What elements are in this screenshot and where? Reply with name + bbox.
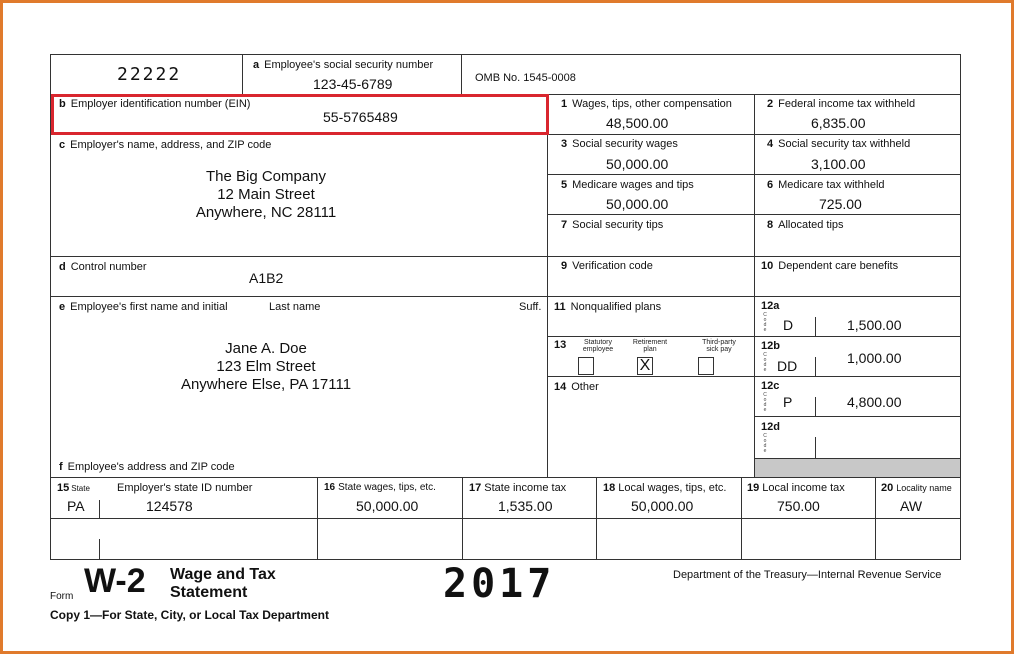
box-15: 15 State Employer's state ID number PA 124578 — [50, 477, 318, 519]
employer-name: The Big Company — [205, 168, 327, 185]
box-12a-value: 1,500.00 — [847, 317, 902, 333]
statutory-label: Statutory employee — [582, 339, 614, 353]
employee-city: Anywhere Else, PA 17111 — [180, 376, 352, 393]
tax-year: 2017 — [443, 561, 556, 607]
box-17-value: 1,535.00 — [498, 498, 553, 514]
suffix-label: Suff. — [519, 301, 542, 313]
box-a-value: 123-45-6789 — [313, 76, 393, 92]
employee-street: 123 Elm Street — [216, 358, 316, 375]
copy-line: Copy 1—For State, City, or Local Tax Department — [50, 608, 329, 622]
box-6-value: 725.00 — [819, 196, 862, 212]
box-12c-code: P — [783, 394, 793, 410]
box-a: a Employee's social security number 123-45-6789 — [242, 54, 462, 95]
box-e-label: Employee's first name and initial — [70, 301, 228, 313]
box-a-label: Employee's social security number — [264, 59, 434, 71]
box-16: 16 State wages, tips, etc. 50,000.00 — [317, 477, 463, 519]
box-15-row2 — [50, 518, 318, 560]
box-4-value: 3,100.00 — [811, 156, 866, 172]
box-18-row2 — [596, 518, 742, 560]
box-20-value: AW — [900, 498, 923, 514]
box-2-value: 6,835.00 — [811, 115, 866, 131]
box-20: 20 Locality name AW — [875, 477, 961, 519]
employer-city: Anywhere, NC 28111 — [195, 204, 337, 221]
box-6: 6 Medicare tax withheld 725.00 — [754, 174, 961, 215]
box-12c: 12c C o d e P 4,800.00 — [754, 376, 961, 417]
box-1-value: 48,500.00 — [606, 115, 669, 131]
retirement-label: Retirement plan — [632, 339, 668, 353]
box-b: b Employer identification number (EIN) 55-5765489 — [50, 94, 548, 135]
ein-highlight — [51, 94, 549, 135]
form-title-1: Wage and Tax — [170, 566, 276, 583]
box-d-value: A1B2 — [249, 270, 284, 286]
box-5: 5 Medicare wages and tips 50,000.00 — [547, 174, 755, 215]
thirdparty-label: Third-party sick pay — [702, 339, 736, 353]
state-id-label: Employer's state ID number — [117, 482, 253, 494]
state-value: PA — [67, 498, 85, 514]
box-e-f: e Employee's first name and initial Last name Suff. Jane A. Doe 123 Elm Street Anywhere Else, PA 17111 f Employee's address and ZIP code — [50, 296, 548, 478]
box-13: 13 Statutory employee Retirement plan X Third-party sick pay — [547, 336, 755, 377]
box-b-label: Employer identification number (EIN) — [70, 98, 251, 110]
box-3: 3 Social security wages 50,000.00 — [547, 134, 755, 175]
code-label-12b: C o d e — [763, 352, 767, 373]
box-12d: 12d C o d e — [754, 416, 961, 459]
omb-box — [461, 54, 961, 95]
box-12c-value: 4,800.00 — [847, 394, 902, 410]
statutory-employee-checkbox[interactable] — [578, 357, 594, 375]
box-11: 11 Nonqualified plans — [547, 296, 755, 337]
form-word: Form — [50, 591, 74, 602]
box-19-value: 750.00 — [777, 498, 820, 514]
box-14: 14 Other — [547, 376, 755, 478]
box-18-value: 50,000.00 — [631, 498, 694, 514]
third-party-sick-pay-checkbox[interactable] — [698, 357, 714, 375]
box-12b-code: DD — [777, 358, 798, 374]
box-12b-value: 1,000.00 — [847, 350, 902, 366]
last-name-label: Last name — [269, 301, 321, 313]
box-19: 19 Local income tax 750.00 — [741, 477, 876, 519]
department: Department of the Treasury—Internal Revenue Service — [673, 569, 942, 581]
code-label-12d: C o d e — [763, 433, 767, 454]
box-12a-code: D — [783, 317, 794, 333]
box-8: 8 Allocated tips — [754, 214, 961, 257]
box-2: 2 Federal income tax withheld 6,835.00 — [754, 94, 961, 135]
box-7: 7 Social security tips — [547, 214, 755, 257]
box-c-label: Employer's name, address, and ZIP code — [70, 139, 272, 151]
form-code: 22222 — [117, 64, 182, 85]
box-f-label: Employee's address and ZIP code — [67, 461, 235, 473]
box-17: 17 State income tax 1,535.00 — [462, 477, 597, 519]
shaded-area — [754, 458, 961, 478]
box-16-value: 50,000.00 — [356, 498, 419, 514]
box-3-value: 50,000.00 — [606, 156, 669, 172]
box-c: c Employer's name, address, and ZIP code The Big Company 12 Main Street Anywhere, NC 28111 — [50, 134, 548, 257]
omb-number: OMB No. 1545-0008 — [475, 72, 576, 84]
box-d: d Control number A1B2 — [50, 256, 548, 297]
box-9: 9 Verification code — [547, 256, 755, 297]
box-16-row2 — [317, 518, 463, 560]
box-20-row2 — [875, 518, 961, 560]
employee-name: Jane A. Doe — [225, 340, 307, 357]
box-12b: 12b C o d e DD 1,000.00 — [754, 336, 961, 377]
box-12a: 12a C o d e D 1,500.00 — [754, 296, 961, 337]
box-d-label: Control number — [70, 261, 147, 273]
code-label-12c: C o d e — [763, 392, 767, 413]
form-title-2: Statement — [170, 584, 248, 601]
box-5-value: 50,000.00 — [606, 196, 669, 212]
code-label-12a: C o d e — [763, 312, 767, 333]
box-b-value: 55-5765489 — [323, 109, 398, 125]
form-code-box — [50, 54, 243, 95]
box-10: 10 Dependent care benefits — [754, 256, 961, 297]
box-18: 18 Local wages, tips, etc. 50,000.00 — [596, 477, 742, 519]
form-name: W-2 — [84, 562, 146, 600]
state-id-value: 124578 — [146, 498, 193, 514]
box-19-row2 — [741, 518, 876, 560]
employer-street: 12 Main Street — [217, 186, 315, 203]
box-1: 1 Wages, tips, other compensation 48,500.00 — [547, 94, 755, 135]
box-4: 4 Social security tax withheld 3,100.00 — [754, 134, 961, 175]
box-17-row2 — [462, 518, 597, 560]
retirement-plan-checkbox[interactable]: X — [637, 357, 653, 375]
